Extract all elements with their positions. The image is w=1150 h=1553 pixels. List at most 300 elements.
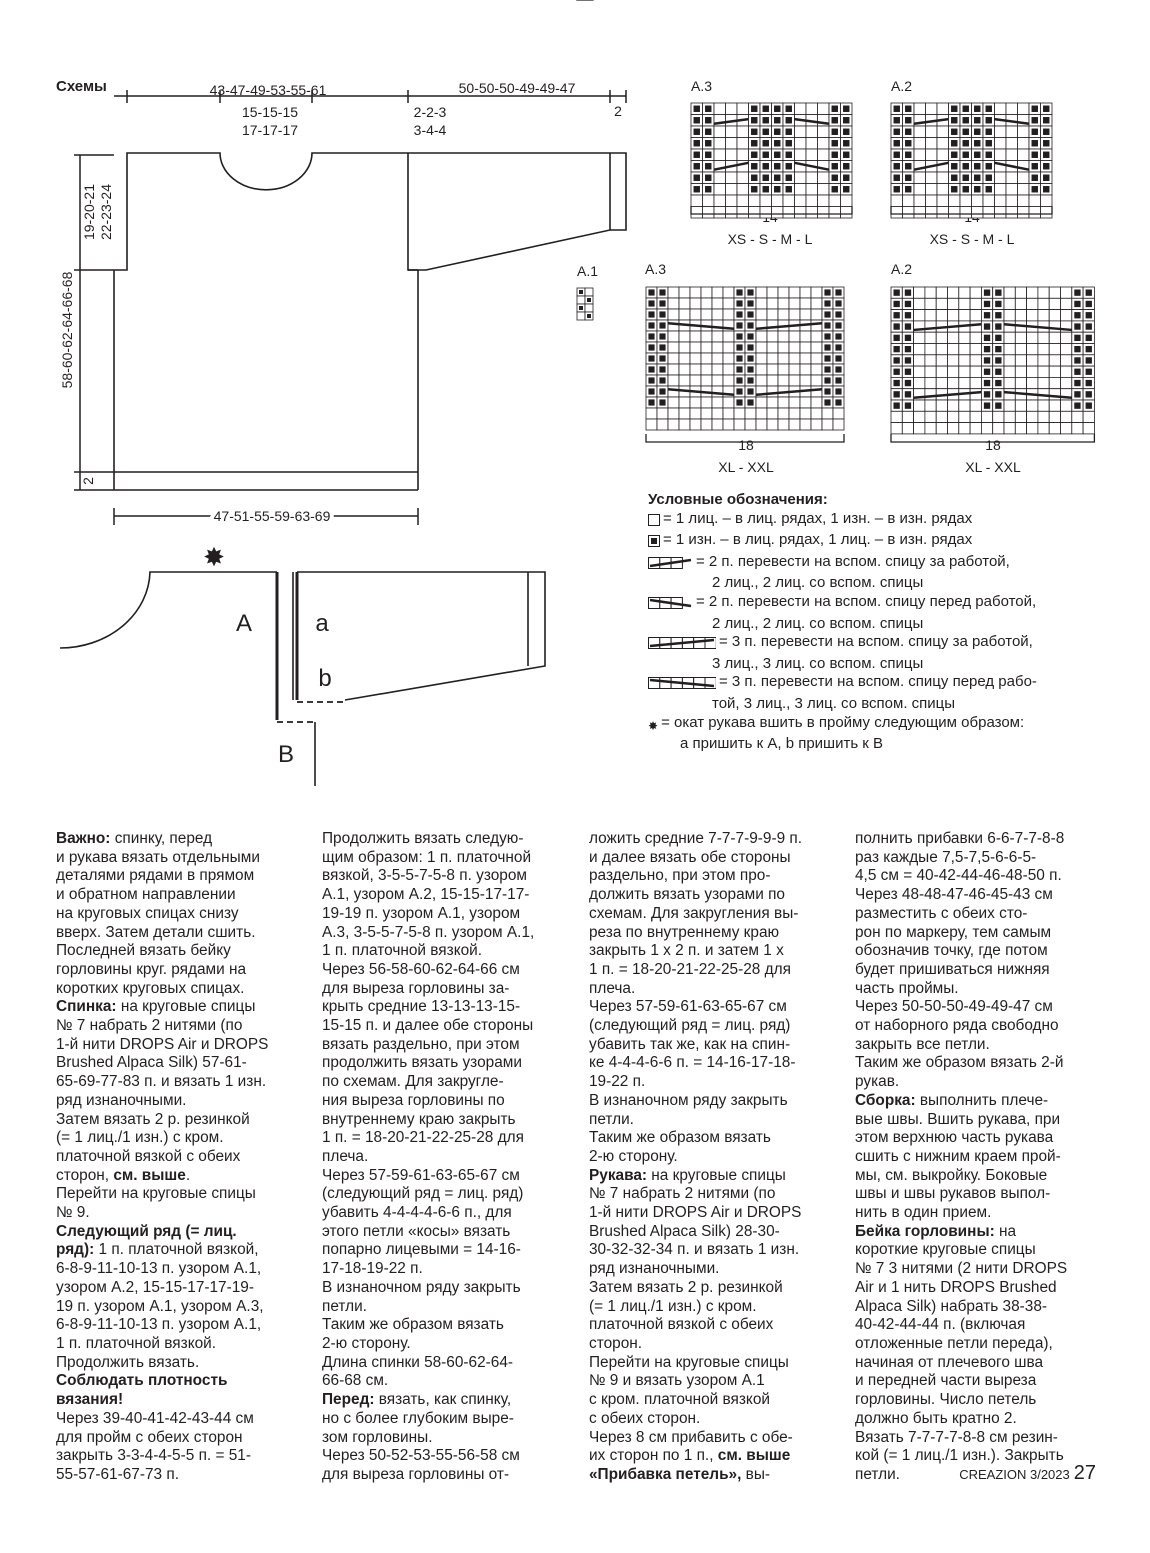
- text-line: [855, 980, 1067, 999]
- text-run: № 7 набрать 2 нитями (по: [56, 1017, 243, 1035]
- text-run: швы и швы рукавов выпол-: [855, 1185, 1051, 1203]
- text-line: [855, 1279, 1067, 1298]
- legend-text: = 2 п. перевести на вспом. спицу перед работой,: [696, 592, 1037, 610]
- text-line: [855, 1111, 1067, 1130]
- text-run: с кром. платочной вязкой: [589, 1391, 770, 1409]
- text-line: [56, 830, 268, 849]
- text-run: раз каждые 7,5-7,5-6-6-5-: [855, 848, 1037, 866]
- bold-term: Сборка:: [855, 1091, 916, 1109]
- text-run: и передней части выреза: [855, 1372, 1037, 1390]
- text-line: [589, 1260, 802, 1279]
- text-line: [322, 1129, 534, 1148]
- text-run: горловины. Число петель: [855, 1391, 1037, 1409]
- text-run: платочной вязкой с обеих: [589, 1316, 774, 1334]
- bold-term: «Прибавка петель»,: [589, 1465, 742, 1483]
- svg-text:19-20-21: 19-20-21: [81, 183, 97, 241]
- text-line: [589, 1354, 802, 1373]
- text-run: (следующий ряд = лиц. ряд): [589, 1017, 791, 1035]
- text-run: ния выреза горловины по: [322, 1091, 505, 1109]
- text-line: [589, 1185, 802, 1204]
- text-line: [589, 1335, 802, 1354]
- text-line: [322, 1036, 534, 1055]
- text-line: [589, 1017, 802, 1036]
- text-run: Через 8 см прибавить с обе-: [589, 1428, 793, 1446]
- magazine-name: CREAZION 3/2023: [959, 1467, 1070, 1482]
- text-line: [855, 961, 1067, 980]
- text-run: Brushed Alpaca Silk) 57-61-: [56, 1054, 247, 1072]
- text-line: [589, 1429, 802, 1448]
- text-line: [855, 830, 1067, 849]
- text-line: [56, 886, 268, 905]
- text-line: [322, 830, 534, 849]
- text-line: [589, 1129, 802, 1148]
- text-run: 1-й нити DROPS Air и DROPS: [56, 1035, 269, 1053]
- schemes-labels: [59, 80, 622, 524]
- text-line: [589, 867, 802, 886]
- svg-text:43-47-49-53-55-61: 43-47-49-53-55-61: [209, 82, 327, 98]
- text-run: Вязать 7-7-7-7-8-8 см резин-: [855, 1428, 1058, 1446]
- svg-text:XS - S - M - L: XS - S - M - L: [929, 231, 1015, 247]
- knitting-charts: [577, 0, 1094, 442]
- text-line: [855, 942, 1067, 961]
- svg-text:XL - XXL: XL - XXL: [718, 459, 774, 475]
- text-run: 19-22 п.: [589, 1073, 646, 1091]
- text-run: 1 п. = 18-20-21-22-25-28 для: [322, 1129, 524, 1147]
- text-run: № 7 3 нитями (2 нити DROPS: [855, 1260, 1068, 1278]
- legend-text-cont: 3 лиц., 3 лиц. со вспом. спицы: [712, 654, 924, 672]
- measure-lines: [74, 90, 626, 525]
- text-run: В изнаночном ряду закрыть: [322, 1278, 521, 1296]
- text-column-3: [589, 830, 802, 1485]
- bold-term: см. выше: [113, 1166, 186, 1184]
- svg-text:XL - XXL: XL - XXL: [965, 459, 1021, 475]
- text-line: [56, 961, 268, 980]
- text-run: Brushed Alpaca Silk) 28-30-: [589, 1222, 780, 1240]
- text-line: [322, 1391, 534, 1410]
- text-run: .: [185, 1166, 191, 1184]
- text-line: [322, 1298, 534, 1317]
- text-line: [589, 980, 802, 999]
- svg-text:2: 2: [80, 477, 96, 485]
- text-run: на: [994, 1222, 1017, 1240]
- text-line: [322, 1241, 534, 1260]
- text-run: Через 56-58-60-62-64-66 см: [322, 960, 520, 978]
- text-line: [589, 1372, 802, 1391]
- text-run: начиная от плечевого шва: [855, 1353, 1044, 1371]
- text-run: петли.: [855, 1465, 900, 1483]
- text-line: [855, 1372, 1067, 1391]
- text-line: [589, 1073, 802, 1092]
- text-line: [322, 1466, 534, 1485]
- text-run: зом горловины.: [322, 1428, 433, 1446]
- text-run: Таким же образом вязать 2-й: [855, 1054, 1064, 1072]
- text-line: [855, 886, 1067, 905]
- text-line: [56, 1073, 268, 1092]
- text-run: разместить с обеих сто-: [855, 904, 1028, 922]
- text-run: Через 39-40-41-42-43-44 см: [56, 1409, 254, 1427]
- text-line: [855, 1148, 1067, 1167]
- text-run: Через 50-52-53-55-56-58 см: [322, 1447, 520, 1465]
- text-line: [589, 1391, 802, 1410]
- assembly-diagram: [60, 572, 545, 786]
- text-line: [56, 1279, 268, 1298]
- text-line: [56, 1335, 268, 1354]
- text-line: [589, 1148, 802, 1167]
- svg-text:A: A: [235, 610, 253, 637]
- legend-item: [648, 510, 1037, 532]
- text-line: [56, 1410, 268, 1429]
- text-run: на круговых спицах снизу: [56, 904, 239, 922]
- text-run: ряд изнаночными.: [56, 1091, 187, 1109]
- text-line: [589, 1466, 802, 1485]
- text-run: Таким же образом вязать: [589, 1129, 771, 1147]
- page-number: 27: [1073, 1462, 1096, 1484]
- text-run: этом верхнюю часть рукава: [855, 1129, 1054, 1147]
- text-line: [589, 1279, 802, 1298]
- legend-item: [648, 593, 1037, 615]
- svg-text:A.1: A.1: [577, 263, 599, 279]
- text-column-1: [56, 830, 268, 1485]
- text-run: рон по маркеру, тем самым: [855, 923, 1052, 941]
- text-line: [56, 1036, 268, 1055]
- legend-text: = 3 п. перевести на вспом. спицу за работой,: [719, 633, 1033, 651]
- text-line: [855, 1073, 1067, 1092]
- svg-text:15-15-15: 15-15-15: [241, 104, 299, 120]
- text-run: 65-69-77-83 п. и вязать 1 изн.: [56, 1073, 267, 1091]
- text-run: по схемам. Для закругле-: [322, 1073, 504, 1091]
- text-line: [322, 1092, 534, 1111]
- bold-term: ряд):: [56, 1241, 95, 1259]
- text-line: [322, 849, 534, 868]
- text-run: с обеих сторон.: [589, 1409, 701, 1427]
- text-run: спинку, перед: [110, 830, 213, 847]
- page-footer: [959, 1462, 1096, 1485]
- text-line: [322, 1316, 534, 1335]
- text-line: [855, 998, 1067, 1017]
- text-run: реза по внутреннему краю: [589, 923, 780, 941]
- text-line: [855, 1410, 1067, 1429]
- text-run: крыть средние 13-13-13-15-: [322, 998, 521, 1016]
- text-line: [56, 867, 268, 886]
- text-run: Продолжить вязать.: [56, 1353, 200, 1371]
- text-run: вязкой, 3-5-5-7-5-8 п. узором: [322, 867, 527, 885]
- text-run: нить в один прием.: [855, 1204, 992, 1222]
- text-line: [56, 849, 268, 868]
- svg-text:A.2: A.2: [891, 261, 913, 277]
- text-run: Через 57-59-61-63-65-67 см: [589, 998, 787, 1016]
- text-run: и обратном направлении: [56, 886, 236, 904]
- text-line: [855, 1241, 1067, 1260]
- text-run: будет пришиваться нижняя: [855, 960, 1050, 978]
- legend-item: [648, 531, 1037, 553]
- text-line: [56, 998, 268, 1017]
- text-line: [855, 1316, 1067, 1335]
- text-line: [322, 1017, 534, 1036]
- text-line: [589, 1241, 802, 1260]
- text-run: ложить средние 7-7-7-9-9-9 п.: [589, 830, 803, 847]
- text-run: 55-57-61-67-73 п.: [56, 1465, 179, 1483]
- text-line: [322, 1447, 534, 1466]
- text-line: [56, 942, 268, 961]
- text-run: для пройм с обеих сторон: [56, 1428, 243, 1446]
- legend: [648, 491, 1037, 754]
- garment-outline: [114, 153, 626, 490]
- legend-text-cont: 2 лиц., 2 лиц. со вспом. спицы: [712, 574, 924, 592]
- text-line: [56, 1354, 268, 1373]
- text-line: [56, 905, 268, 924]
- svg-text:50-50-50-49-49-47: 50-50-50-49-49-47: [458, 80, 576, 96]
- svg-text:18: 18: [985, 437, 1001, 453]
- text-line: [855, 1017, 1067, 1036]
- text-line: [56, 1129, 268, 1148]
- text-run: Затем вязать 2 р. резинкой: [56, 1110, 250, 1128]
- text-run: 15-15 п. и далее обе стороны: [322, 1017, 534, 1035]
- text-line: [56, 1316, 268, 1335]
- text-line: [855, 1036, 1067, 1055]
- text-run: убавить 4-4-4-4-6-6 п., для: [322, 1204, 512, 1222]
- text-line: [855, 905, 1067, 924]
- text-run: вязать, как спинку,: [374, 1391, 512, 1409]
- text-run: 1 п. платочной вязкой.: [322, 942, 483, 960]
- text-line: [322, 1111, 534, 1130]
- legend-item: [648, 673, 1037, 695]
- text-run: полнить прибавки 6-6-7-7-8-8: [855, 830, 1065, 847]
- text-run: рукав.: [855, 1073, 900, 1091]
- cable-2-front-icon: [648, 596, 693, 615]
- text-run: плеча.: [589, 979, 636, 997]
- text-run: петли.: [589, 1110, 634, 1128]
- text-line: [589, 998, 802, 1017]
- text-run: закрыть все петли.: [855, 1035, 990, 1053]
- text-run: сторон.: [589, 1334, 643, 1352]
- bold-term: Соблюдать плотность: [56, 1372, 228, 1390]
- text-run: Air и 1 нить DROPS Brushed: [855, 1278, 1057, 1296]
- text-line: [56, 1429, 268, 1448]
- text-run: их сторон по 1 п.,: [589, 1447, 718, 1465]
- text-run: должить вязать узорами по: [589, 886, 785, 904]
- bold-term: Следующий ряд (= лиц.: [56, 1222, 237, 1240]
- text-run: и далее вязать обе стороны: [589, 848, 791, 866]
- legend-item: [648, 633, 1037, 655]
- text-line: [855, 1054, 1067, 1073]
- text-run: 6-8-9-11-10-13 п. узором A.1,: [56, 1316, 262, 1334]
- chart-a2-small: [891, 103, 1052, 218]
- text-line: [56, 1223, 268, 1242]
- text-line: [589, 886, 802, 905]
- text-run: № 9.: [56, 1204, 90, 1222]
- text-run: Последней вязать бейку: [56, 942, 231, 960]
- text-run: петли.: [322, 1297, 367, 1315]
- svg-text:17-17-17: 17-17-17: [241, 122, 299, 138]
- legend-text: = окат рукава вшить в пройму следующим образом:: [661, 713, 1025, 731]
- text-run: 2-ю сторону.: [322, 1334, 411, 1352]
- text-line: [855, 1129, 1067, 1148]
- text-line: [322, 998, 534, 1017]
- legend-text: = 1 лиц. – в лиц. рядах, 1 изн. – в изн. рядах: [663, 509, 973, 527]
- svg-text:XS - S - M - L: XS - S - M - L: [727, 231, 813, 247]
- text-line: [589, 1111, 802, 1130]
- text-line: [322, 980, 534, 999]
- text-run: Через 48-48-47-46-45-43 см: [855, 886, 1053, 904]
- svg-text:18: 18: [738, 437, 754, 453]
- text-line: [855, 1354, 1067, 1373]
- text-run: мы, см. выкройку. Боковые: [855, 1166, 1048, 1184]
- text-line: [56, 980, 268, 999]
- text-line: [589, 1410, 802, 1429]
- text-run: и рукава вязать отдельными: [56, 848, 260, 866]
- text-line: [589, 924, 802, 943]
- legend-item: [648, 714, 1037, 736]
- text-run: раздельно, при этом про-: [589, 867, 771, 885]
- text-run: 19-19 п. узором A.1, узором: [322, 904, 521, 922]
- text-run: для выреза горловины от-: [322, 1465, 510, 1483]
- text-line: [855, 1167, 1067, 1186]
- legend-title: Условные обозначения:: [648, 491, 828, 508]
- text-line: [322, 1073, 534, 1092]
- svg-text:A.2: A.2: [891, 78, 913, 94]
- text-run: 17-18-19-22 п.: [322, 1260, 423, 1278]
- text-run: убавить так же, как на спин-: [589, 1035, 791, 1053]
- text-line: [322, 867, 534, 886]
- svg-text:2-2-3: 2-2-3: [413, 104, 447, 120]
- bold-term: Спинка:: [56, 998, 117, 1016]
- text-run: попарно лицевыми = 14-16-: [322, 1241, 521, 1259]
- text-line: [56, 1148, 268, 1167]
- text-line: [56, 1260, 268, 1279]
- text-line: [56, 1447, 268, 1466]
- text-line: [56, 1204, 268, 1223]
- text-run: 1 п. платочной вязкой.: [56, 1334, 217, 1352]
- text-run: вые швы. Вшить рукава, при: [855, 1110, 1061, 1128]
- text-run: на круговые спицы: [647, 1166, 786, 1184]
- cable-3-front-icon: [648, 676, 716, 695]
- text-run: отложенные петли переда),: [855, 1334, 1053, 1352]
- text-line: [56, 1054, 268, 1073]
- text-run: 4,5 см = 40-42-44-46-48-50 п.: [855, 867, 1062, 885]
- text-run: Длина спинки 58-60-62-64-: [322, 1353, 514, 1371]
- text-line: [322, 942, 534, 961]
- text-line: [589, 942, 802, 961]
- text-line: [56, 924, 268, 943]
- star-icon: ✸: [203, 542, 225, 572]
- text-line: [589, 905, 802, 924]
- text-run: 30-32-32-34 п. и вязать 1 изн.: [589, 1241, 800, 1259]
- text-run: Alpaca Silk) набрать 38-38-: [855, 1297, 1048, 1315]
- text-line: [589, 1054, 802, 1073]
- legend-text: = 3 п. перевести на вспом. спицу перед рабо-: [719, 673, 1037, 691]
- chart-a2-large: [891, 287, 1094, 442]
- text-line: [589, 1036, 802, 1055]
- text-line: [56, 1466, 268, 1485]
- text-line: [855, 924, 1067, 943]
- text-run: 2-ю сторону.: [589, 1147, 678, 1165]
- text-line: [56, 1111, 268, 1130]
- text-line: [322, 1410, 534, 1429]
- text-run: деталями рядами в прямом: [56, 867, 255, 885]
- text-line: [589, 830, 802, 849]
- text-line: [322, 1354, 534, 1373]
- svg-text:B: B: [277, 741, 295, 768]
- text-run: закрыть 3-3-4-4-5-5 п. = 51-: [56, 1447, 251, 1465]
- legend-text: = 1 изн. – в лиц. рядах, 1 лиц. – в изн. рядах: [663, 531, 973, 549]
- filled-square-icon: [648, 534, 660, 553]
- chart-a3-small: [691, 103, 852, 218]
- text-line: [322, 886, 534, 905]
- text-line: [322, 1335, 534, 1354]
- text-line: [322, 1148, 534, 1167]
- text-run: № 7 набрать 2 нитями (по: [589, 1185, 776, 1203]
- text-run: узором A.2, 15-15-17-17-19-: [56, 1278, 254, 1296]
- text-line: [855, 849, 1067, 868]
- text-run: A.1, узором A.2, 15-15-17-17-: [322, 886, 530, 904]
- text-run: ряд изнаночными.: [589, 1260, 720, 1278]
- text-line: [56, 1017, 268, 1036]
- bold-term: Рукава:: [589, 1166, 648, 1184]
- text-line: [855, 1185, 1067, 1204]
- text-line: [855, 1298, 1067, 1317]
- text-run: коротких круговых спицах.: [56, 979, 245, 997]
- text-run: закрыть 1 х 2 п. и затем 1 х: [589, 942, 784, 960]
- text-run: 1-й нити DROPS Air и DROPS: [589, 1204, 802, 1222]
- text-run: плеча.: [322, 1147, 369, 1165]
- text-run: вверх. Затем детали сшить.: [56, 923, 256, 941]
- text-line: [589, 961, 802, 980]
- text-line: [855, 1391, 1067, 1410]
- schemes-title: Схемы: [56, 78, 107, 95]
- text-line: [589, 1298, 802, 1317]
- text-line: [855, 1260, 1067, 1279]
- chart-a3-large: [646, 287, 844, 442]
- svg-text:A.3: A.3: [691, 78, 713, 94]
- text-run: (= 1 лиц./1 изн.) с кром.: [589, 1297, 757, 1315]
- text-column-2: [322, 830, 534, 1485]
- text-line: [855, 1223, 1067, 1242]
- text-run: кой (= 1 лиц./1 изн.). Закрыть: [855, 1447, 1064, 1465]
- text-line: [855, 1335, 1067, 1354]
- text-run: № 9 и вязать узором A.1: [589, 1372, 765, 1390]
- text-run: (= 1 лиц./1 изн.) с кром.: [56, 1129, 224, 1147]
- text-run: В изнаночном ряду закрыть: [589, 1091, 788, 1109]
- text-line: [56, 1298, 268, 1317]
- cable-2-back-icon: [648, 556, 693, 575]
- text-line: [322, 1167, 534, 1186]
- text-line: [56, 1185, 268, 1204]
- text-line: [589, 1167, 802, 1186]
- text-line: [322, 924, 534, 943]
- text-run: 6-8-9-11-10-13 п. узором A.1,: [56, 1260, 262, 1278]
- text-run: этого петли «косы» вязать: [322, 1222, 511, 1240]
- text-run: 1 п. = 18-20-21-22-25-28 для: [589, 960, 791, 978]
- empty-square-icon: [648, 513, 660, 532]
- bold-term: вязания!: [56, 1391, 124, 1409]
- text-run: выполнить плече-: [915, 1091, 1049, 1109]
- text-line: [855, 1092, 1067, 1111]
- legend-text-cont: 2 лиц., 2 лиц. со вспом. спицы: [712, 614, 924, 632]
- text-line: [855, 867, 1067, 886]
- svg-text:58-60-62-64-66-68: 58-60-62-64-66-68: [59, 271, 75, 389]
- star-icon: ✸: [648, 718, 659, 733]
- bold-term: см. выше: [717, 1447, 791, 1465]
- text-line: [589, 849, 802, 868]
- text-line: [589, 1223, 802, 1242]
- text-run: щим образом: 1 п. платочной: [322, 848, 532, 866]
- text-line: [589, 1316, 802, 1335]
- svg-text:22-23-24: 22-23-24: [98, 183, 114, 241]
- bold-term: Важно:: [56, 830, 111, 847]
- text-run: сшить с нижним краем прой-: [855, 1147, 1061, 1165]
- text-line: [855, 1204, 1067, 1223]
- text-run: платочной вязкой с обеих: [56, 1147, 241, 1165]
